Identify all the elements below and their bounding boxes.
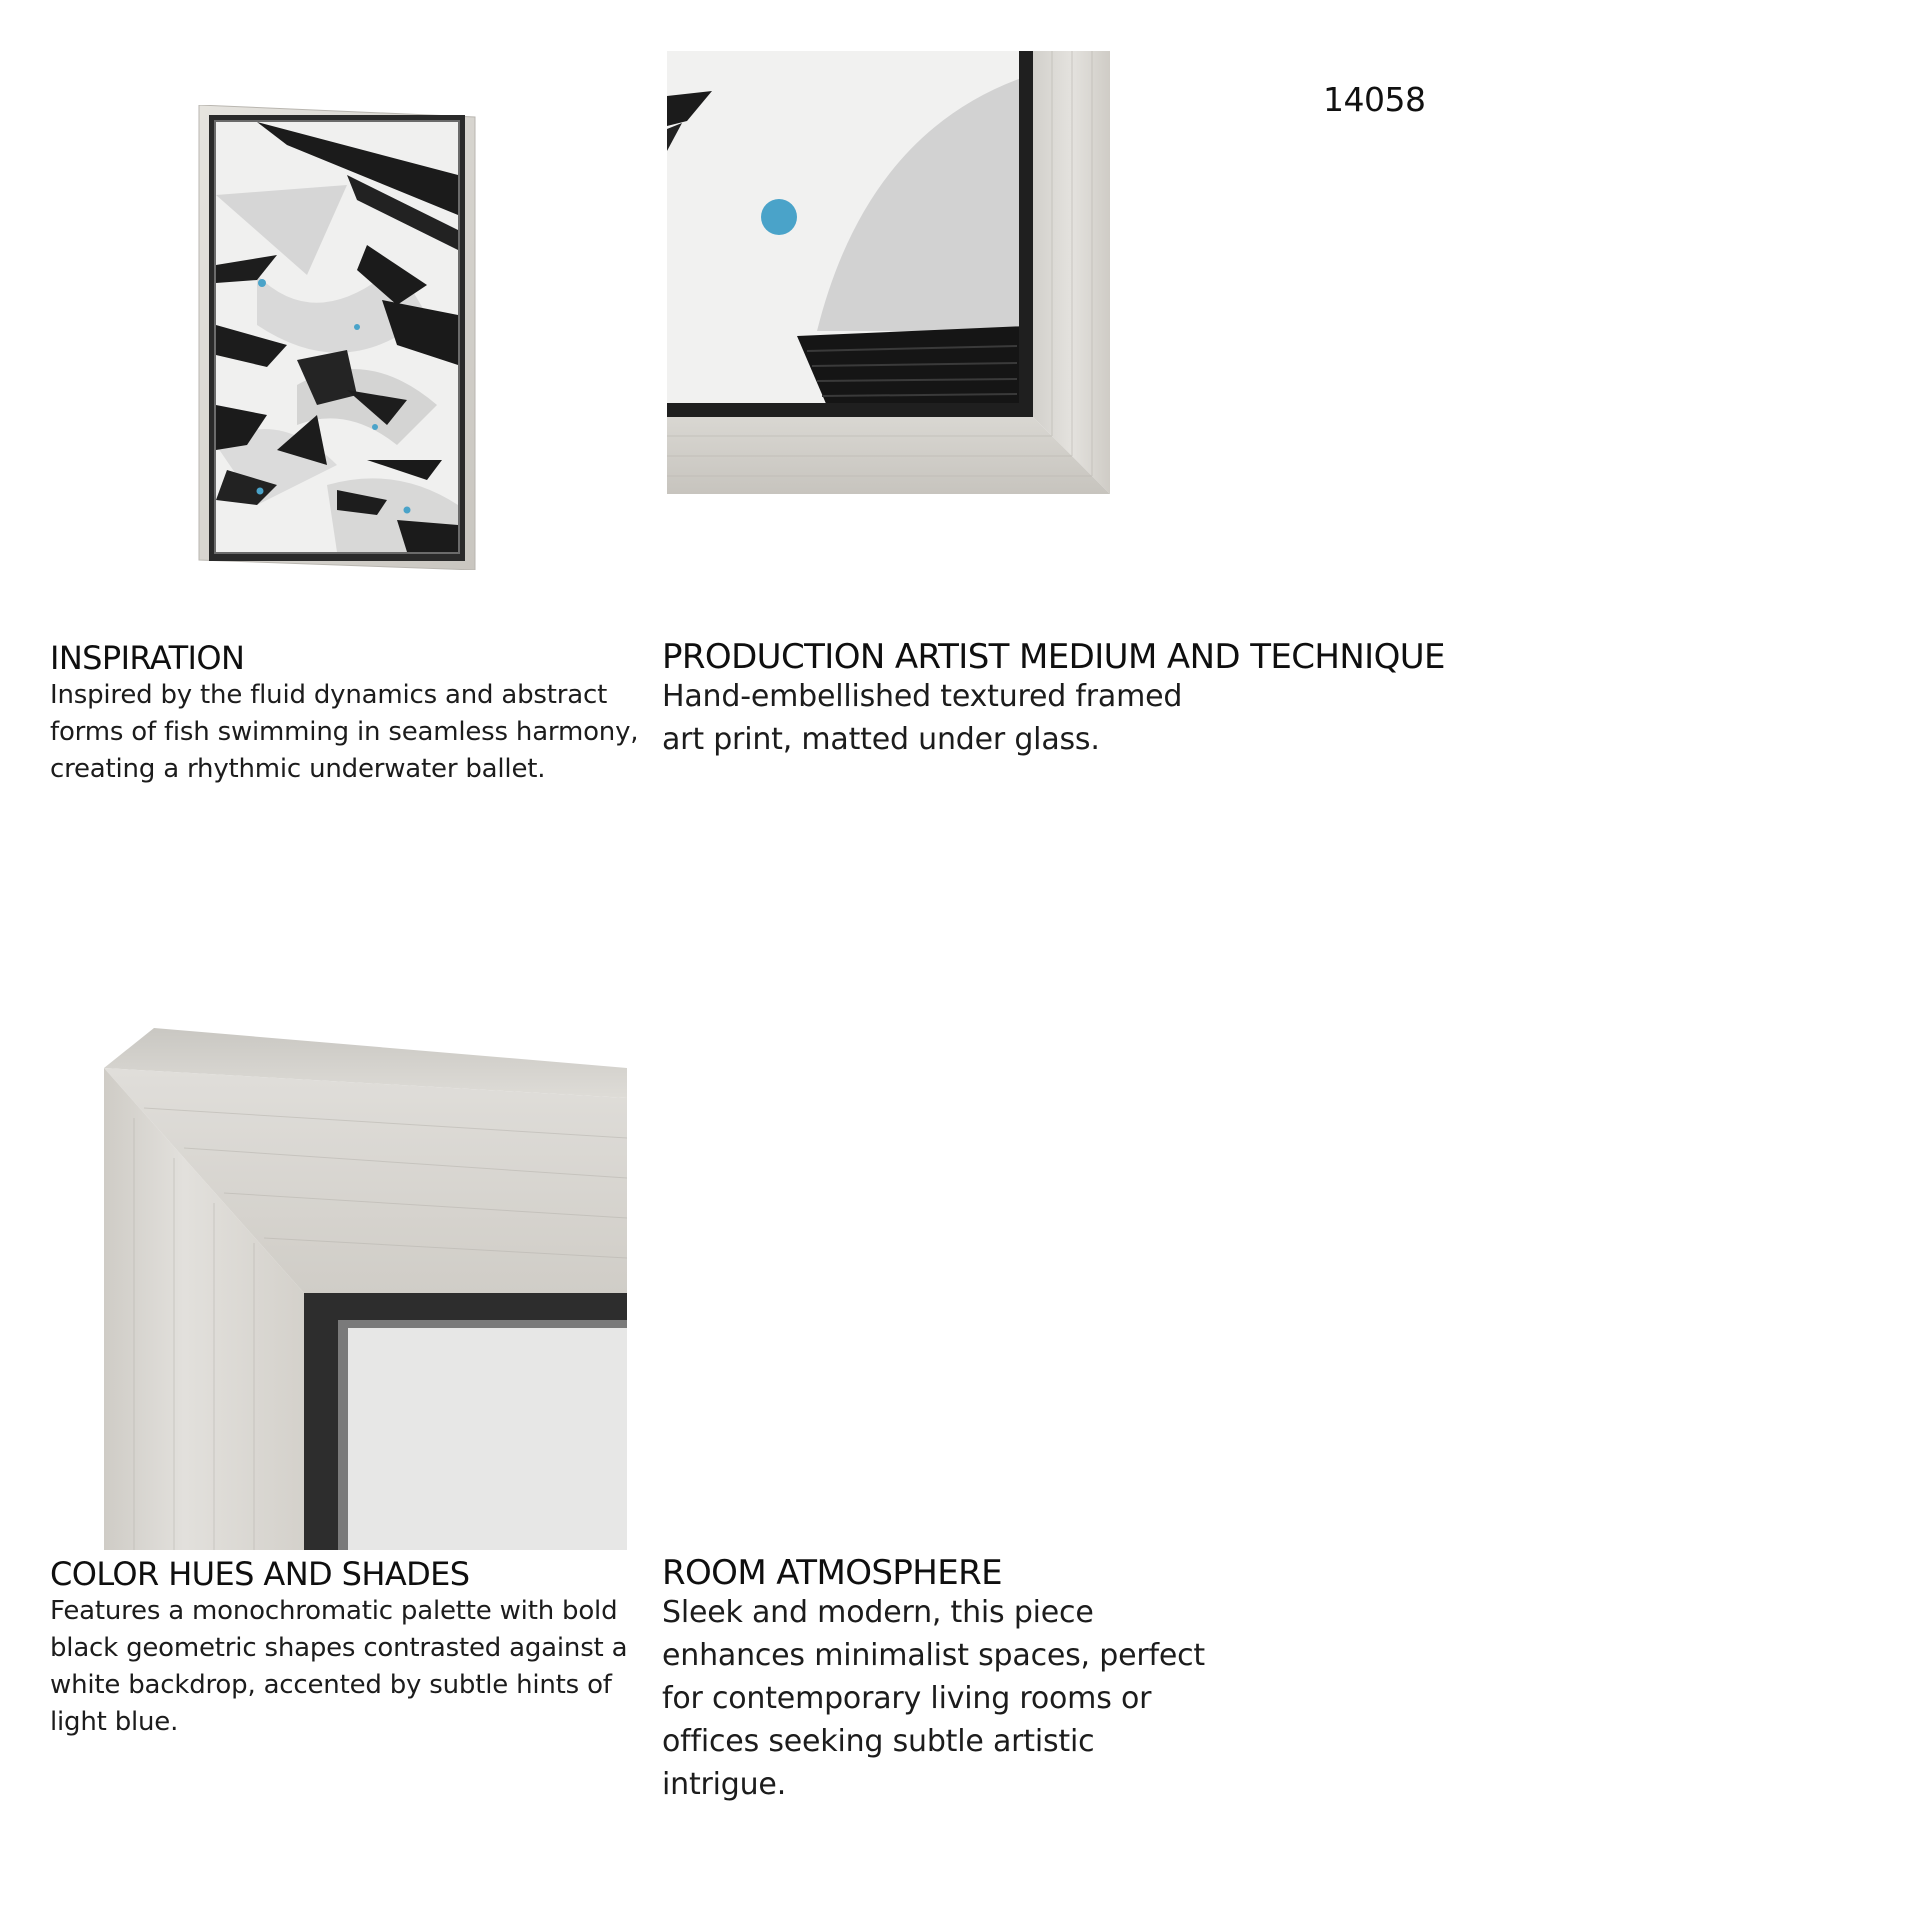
document-number: 14058 xyxy=(1323,80,1426,119)
room-text: Sleek and modern, this piece enhances minimalist spaces, perfect for contemporary living rooms or offices seeking subtle artistic intrigue. xyxy=(662,1595,1205,1802)
framed-art-front-view xyxy=(197,105,477,570)
inspiration-text: Inspired by the fluid dynamics and abstract forms of fish swimming in seamless harmony, creating a rhythmic underwater ballet. xyxy=(50,680,639,784)
production-heading: PRODUCTION ARTIST MEDIUM AND TECHNIQUE xyxy=(662,637,1445,677)
frame-profile-detail xyxy=(104,1028,627,1550)
color-text: Features a monochromatic palette with bold black geometric shapes contrasted against a white backdrop, accented by subtle hints of light blue. xyxy=(50,1596,628,1737)
room-heading: ROOM ATMOSPHERE xyxy=(662,1553,1003,1593)
production-text: Hand-embellished textured framed art print, matted under glass. xyxy=(662,679,1183,757)
inspiration-heading: INSPIRATION xyxy=(50,639,245,677)
framed-art-corner-detail xyxy=(667,51,1110,494)
color-heading: COLOR HUES AND SHADES xyxy=(50,1555,470,1593)
